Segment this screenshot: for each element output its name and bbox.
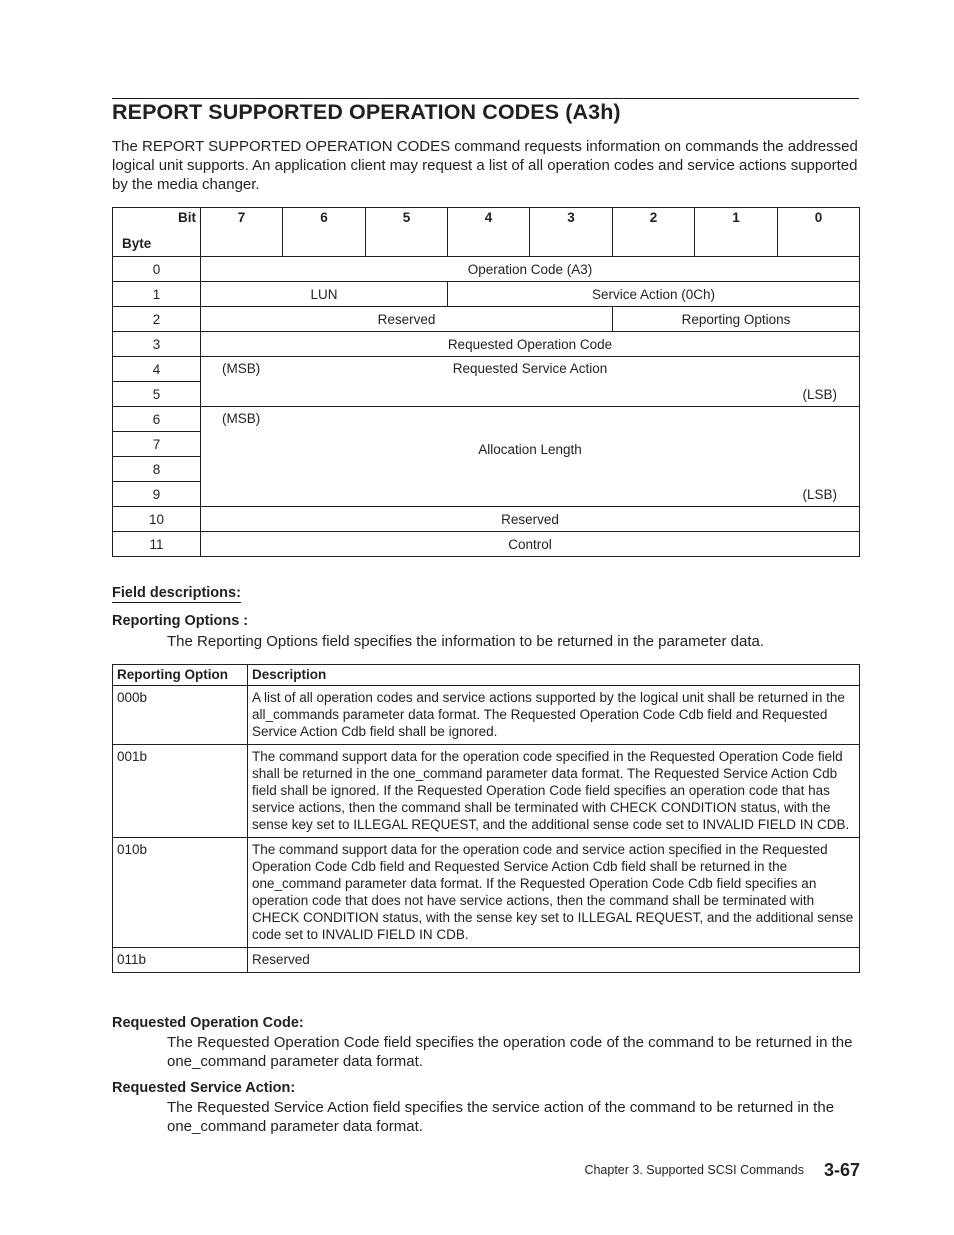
reporting-options-term: Reporting Options : (112, 613, 249, 629)
byte-number: 11 (113, 532, 201, 557)
requested-service-action-term: Requested Service Action: (112, 1080, 296, 1096)
allocation-length-field (201, 407, 860, 507)
requested-operation-code-definition: The Requested Operation Code field specifies the operation code of the command to be returned in the one_command parameter data format. (167, 1034, 853, 1070)
requested-service-action-definition: The Requested Service Action field specifies the service action of the command to be returned in the one_command parameter data format. (167, 1099, 835, 1135)
service-action-field: Service Action (0Ch) (448, 282, 860, 307)
lsb-marker: (LSB) (802, 487, 837, 502)
opcode-field: Operation Code (A3) (201, 257, 860, 282)
byte-number: 9 (113, 482, 201, 507)
bit-header: 5 (366, 208, 448, 257)
bit-header: 0 (778, 208, 860, 257)
intro-paragraph: The REPORT SUPPORTED OPERATION CODES command requests information on commands the addressed logical unit supports. An application client may request a list of all operation codes and service actions supported by the media changer. (112, 138, 858, 193)
requested-service-action-field (201, 357, 860, 407)
page-number: 3-67 (824, 1160, 861, 1180)
lsb-marker: (LSB) (802, 387, 837, 402)
byte-number: 1 (113, 282, 201, 307)
bit-header: 7 (201, 208, 283, 257)
requested-opcode-field: Requested Operation Code (201, 332, 860, 357)
page-title: REPORT SUPPORTED OPERATION CODES (A3h) (112, 100, 621, 124)
byte-number: 3 (113, 332, 201, 357)
bit-label: Bit (178, 210, 196, 225)
option-description: Reserved (248, 948, 860, 973)
title-rule (112, 98, 859, 99)
column-header-option: Reporting Option (113, 665, 248, 686)
footer-chapter: Chapter 3. Supported SCSI Commands (584, 1163, 804, 1177)
control-field: Control (201, 532, 860, 557)
reporting-options-field: Reporting Options (613, 307, 860, 332)
msb-marker: (MSB) (222, 361, 261, 376)
bit-header: 6 (283, 208, 366, 257)
requested-operation-code-term: Requested Operation Code: (112, 1015, 304, 1031)
byte-number: 8 (113, 457, 201, 482)
allocation-length-label: Allocation Length (478, 442, 582, 457)
msb-marker: (MSB) (222, 411, 261, 426)
byte-number: 10 (113, 507, 201, 532)
byte-number: 6 (113, 407, 201, 432)
bit-header: 1 (695, 208, 778, 257)
byte-number: 7 (113, 432, 201, 457)
table-row (113, 948, 860, 973)
bit-byte-header (113, 208, 201, 257)
option-description: The command support data for the operation code specified in the Requested Operation Code field shall be returned in the one_command parameter data format. The Requested Service Action Cdb field shall be ignored. If the Requested Operation Code field specifies an operation code that has service actions, then the command shall be terminated with CHECK CONDITION status, with the sense key set to ILLEGAL REQUEST, and the additional sense code set to INVALID FIELD IN CDB. (248, 745, 860, 838)
bit-header: 4 (448, 208, 530, 257)
option-code: 011b (113, 948, 248, 973)
byte-number: 5 (113, 382, 201, 407)
table-row (113, 838, 860, 948)
byte-label: Byte (122, 236, 152, 251)
bit-header: 3 (530, 208, 613, 257)
option-description: The command support data for the operation code and service action specified in the Requested Operation Code Cdb field and Requested Service Action Cdb field shall be returned in the one_command parameter data format. If the Requested Operation Code Cdb field specifies an operation code that does not have service actions, then the command shall be terminated with CHECK CONDITION status, with the sense key set to ILLEGAL REQUEST, and the additional sense code set to INVALID FIELD IN CDB. (248, 838, 860, 948)
reporting-options-definition: The Reporting Options field specifies the information to be returned in the parameter data. (167, 633, 765, 650)
option-code: 010b (113, 838, 248, 948)
bit-header: 2 (613, 208, 695, 257)
column-header-description: Description (248, 665, 860, 686)
byte-number: 0 (113, 257, 201, 282)
cdb-table (112, 207, 860, 557)
option-description: A list of all operation codes and service actions supported by the logical unit shall be returned in the all_commands parameter data format. The Requested Operation Code Cdb field and Requested Service Action Cdb field shall be ignored. (248, 686, 860, 745)
reporting-options-table (112, 664, 860, 973)
reserved-field: Reserved (201, 507, 860, 532)
table-row (113, 745, 860, 838)
option-code: 001b (113, 745, 248, 838)
byte-number: 4 (113, 357, 201, 382)
table-row (113, 686, 860, 745)
reserved-field: Reserved (201, 307, 613, 332)
lun-field: LUN (201, 282, 448, 307)
requested-service-action-label: Requested Service Action (452, 361, 608, 376)
option-code: 000b (113, 686, 248, 745)
byte-number: 2 (113, 307, 201, 332)
field-descriptions-heading: Field descriptions: (112, 585, 241, 601)
